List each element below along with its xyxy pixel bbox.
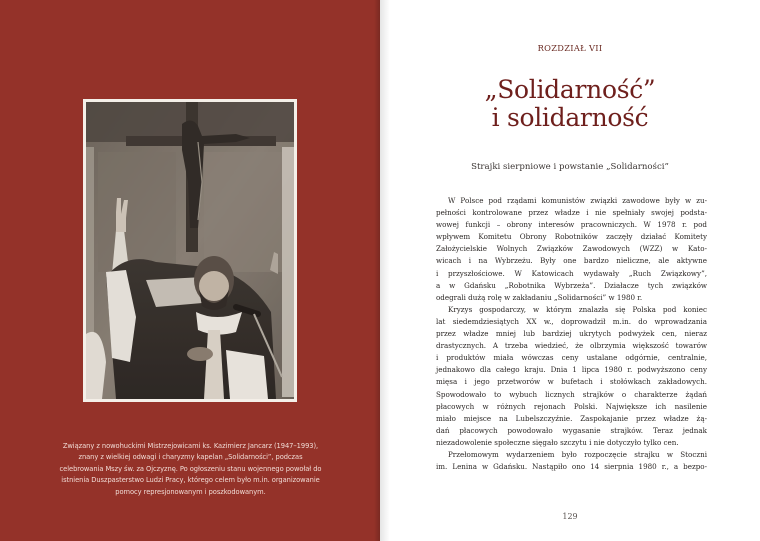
body-line: Przełomowym wydarzeniem było rozpoczęcie strajku w Stoczni <box>448 449 707 459</box>
body-line: Spowodowało to wybuch licznych strajków o charakterze żądań <box>436 389 707 399</box>
chapter-title <box>380 76 760 132</box>
body-line: mięsa i jego przetworów w bufetach i stołówkach zakładowych. <box>436 377 707 387</box>
caption-line: pomocy represjonowanym i poszkodowanym. <box>115 487 266 496</box>
body-line: dań płacowych powodowało wygasanie strajków. Teraz jednak <box>436 425 707 435</box>
body-line: W Polsce pod rządami komunistów związki zawodowe były w zu- <box>448 196 707 205</box>
photo-image <box>86 102 294 399</box>
body-line: płacowych w różnych rejonach Polski. Największe ich nasilenie <box>436 401 707 411</box>
priest-photo <box>86 102 294 399</box>
chapter-title-line-2: i solidarność <box>491 103 649 132</box>
body-line: jednakowo dla całego kraju. Dnia 1 lipca 1980 r. podwyższono ceny <box>436 365 707 375</box>
body-line: wicach i na Wybrzeżu. Były one bardzo nieliczne, ale aktywne <box>436 256 707 266</box>
right-page <box>380 0 760 541</box>
page-number: 129 <box>562 512 578 521</box>
body-line: przez władze mniej lub bardziej ukrytych podwyżek cen, nieraz <box>436 329 707 339</box>
body-line: niezadowolenie społeczne sięgało szczytu i nie dotyczyło tylko cen. <box>436 437 679 447</box>
body-line: pełności kontrolowane przez władze i nie spełniały swojej podsta- <box>436 208 707 218</box>
caption-line: istnienia Duszpasterstwo Ludzi Pracy, którego celem było m.in. organizowanie <box>61 476 320 485</box>
body-line: Kryzys gospodarczy, w którym znalazła się Polska pod koniec <box>448 304 707 314</box>
body-line: Założycielskie Wolnych Związków Zawodowych (WZZ) w Kato- <box>436 244 707 254</box>
body-line: miało miejsce na Lubelszczyźnie. Zaspokajanie przez władze żą- <box>436 413 707 423</box>
body-line: lat siedemdziesiątych XX w., doprowadził m.in. do wprowadzania <box>436 316 707 326</box>
body-line: im. Lenina w Gdańsku. Nastąpiło ono 14 sierpnia 1980 r., a bezpo- <box>436 462 707 472</box>
caption-line: Związany z nowohuckimi Mistrzejowicami ks. Kazimierz Jancarz (1947–1993), <box>62 442 319 450</box>
body-line: wowej funkcji – obrony interesów pracowniczych. W 1978 r. pod <box>436 220 707 230</box>
photo-frame <box>83 99 297 402</box>
body-line: a w Gdańsku „Robotnika Wybrzeża”. Działacze tych związków <box>436 280 707 290</box>
chapter-label: ROZDZIAŁ VII <box>537 43 603 53</box>
section-subtitle: Strajki sierpniowe i powstanie „Solidarności” <box>471 162 669 172</box>
body-line: odegrali dużą rolę w zakładaniu „Solidarności” w 1980 r. <box>436 292 643 302</box>
caption-line: celebrowania Mszy św. za Ojczyznę. Po ogłoszeniu stanu wojennego powołał do <box>59 464 322 473</box>
body-line: i przyszłościowe. W Katowicach wydawały „Ruch Związkowy”, <box>436 268 707 278</box>
body-text <box>436 195 707 473</box>
body-line: i produktów miała wówczas ceny ustalane odgórnie, centralnie, <box>436 353 707 363</box>
body-line: wpływem Komitetu Obrony Robotników zaczęły działać Komitety <box>436 232 707 242</box>
chapter-title-line-1: „Solidarność” <box>484 75 656 104</box>
body-line: drastycznych. A trzeba wiedzieć, że olbrzymia większość towarów <box>436 341 707 351</box>
caption-line: znany z wielkiej odwagi i charyzmy kapelan „Solidarności”, podczas <box>78 453 303 462</box>
photo-caption <box>58 441 323 498</box>
